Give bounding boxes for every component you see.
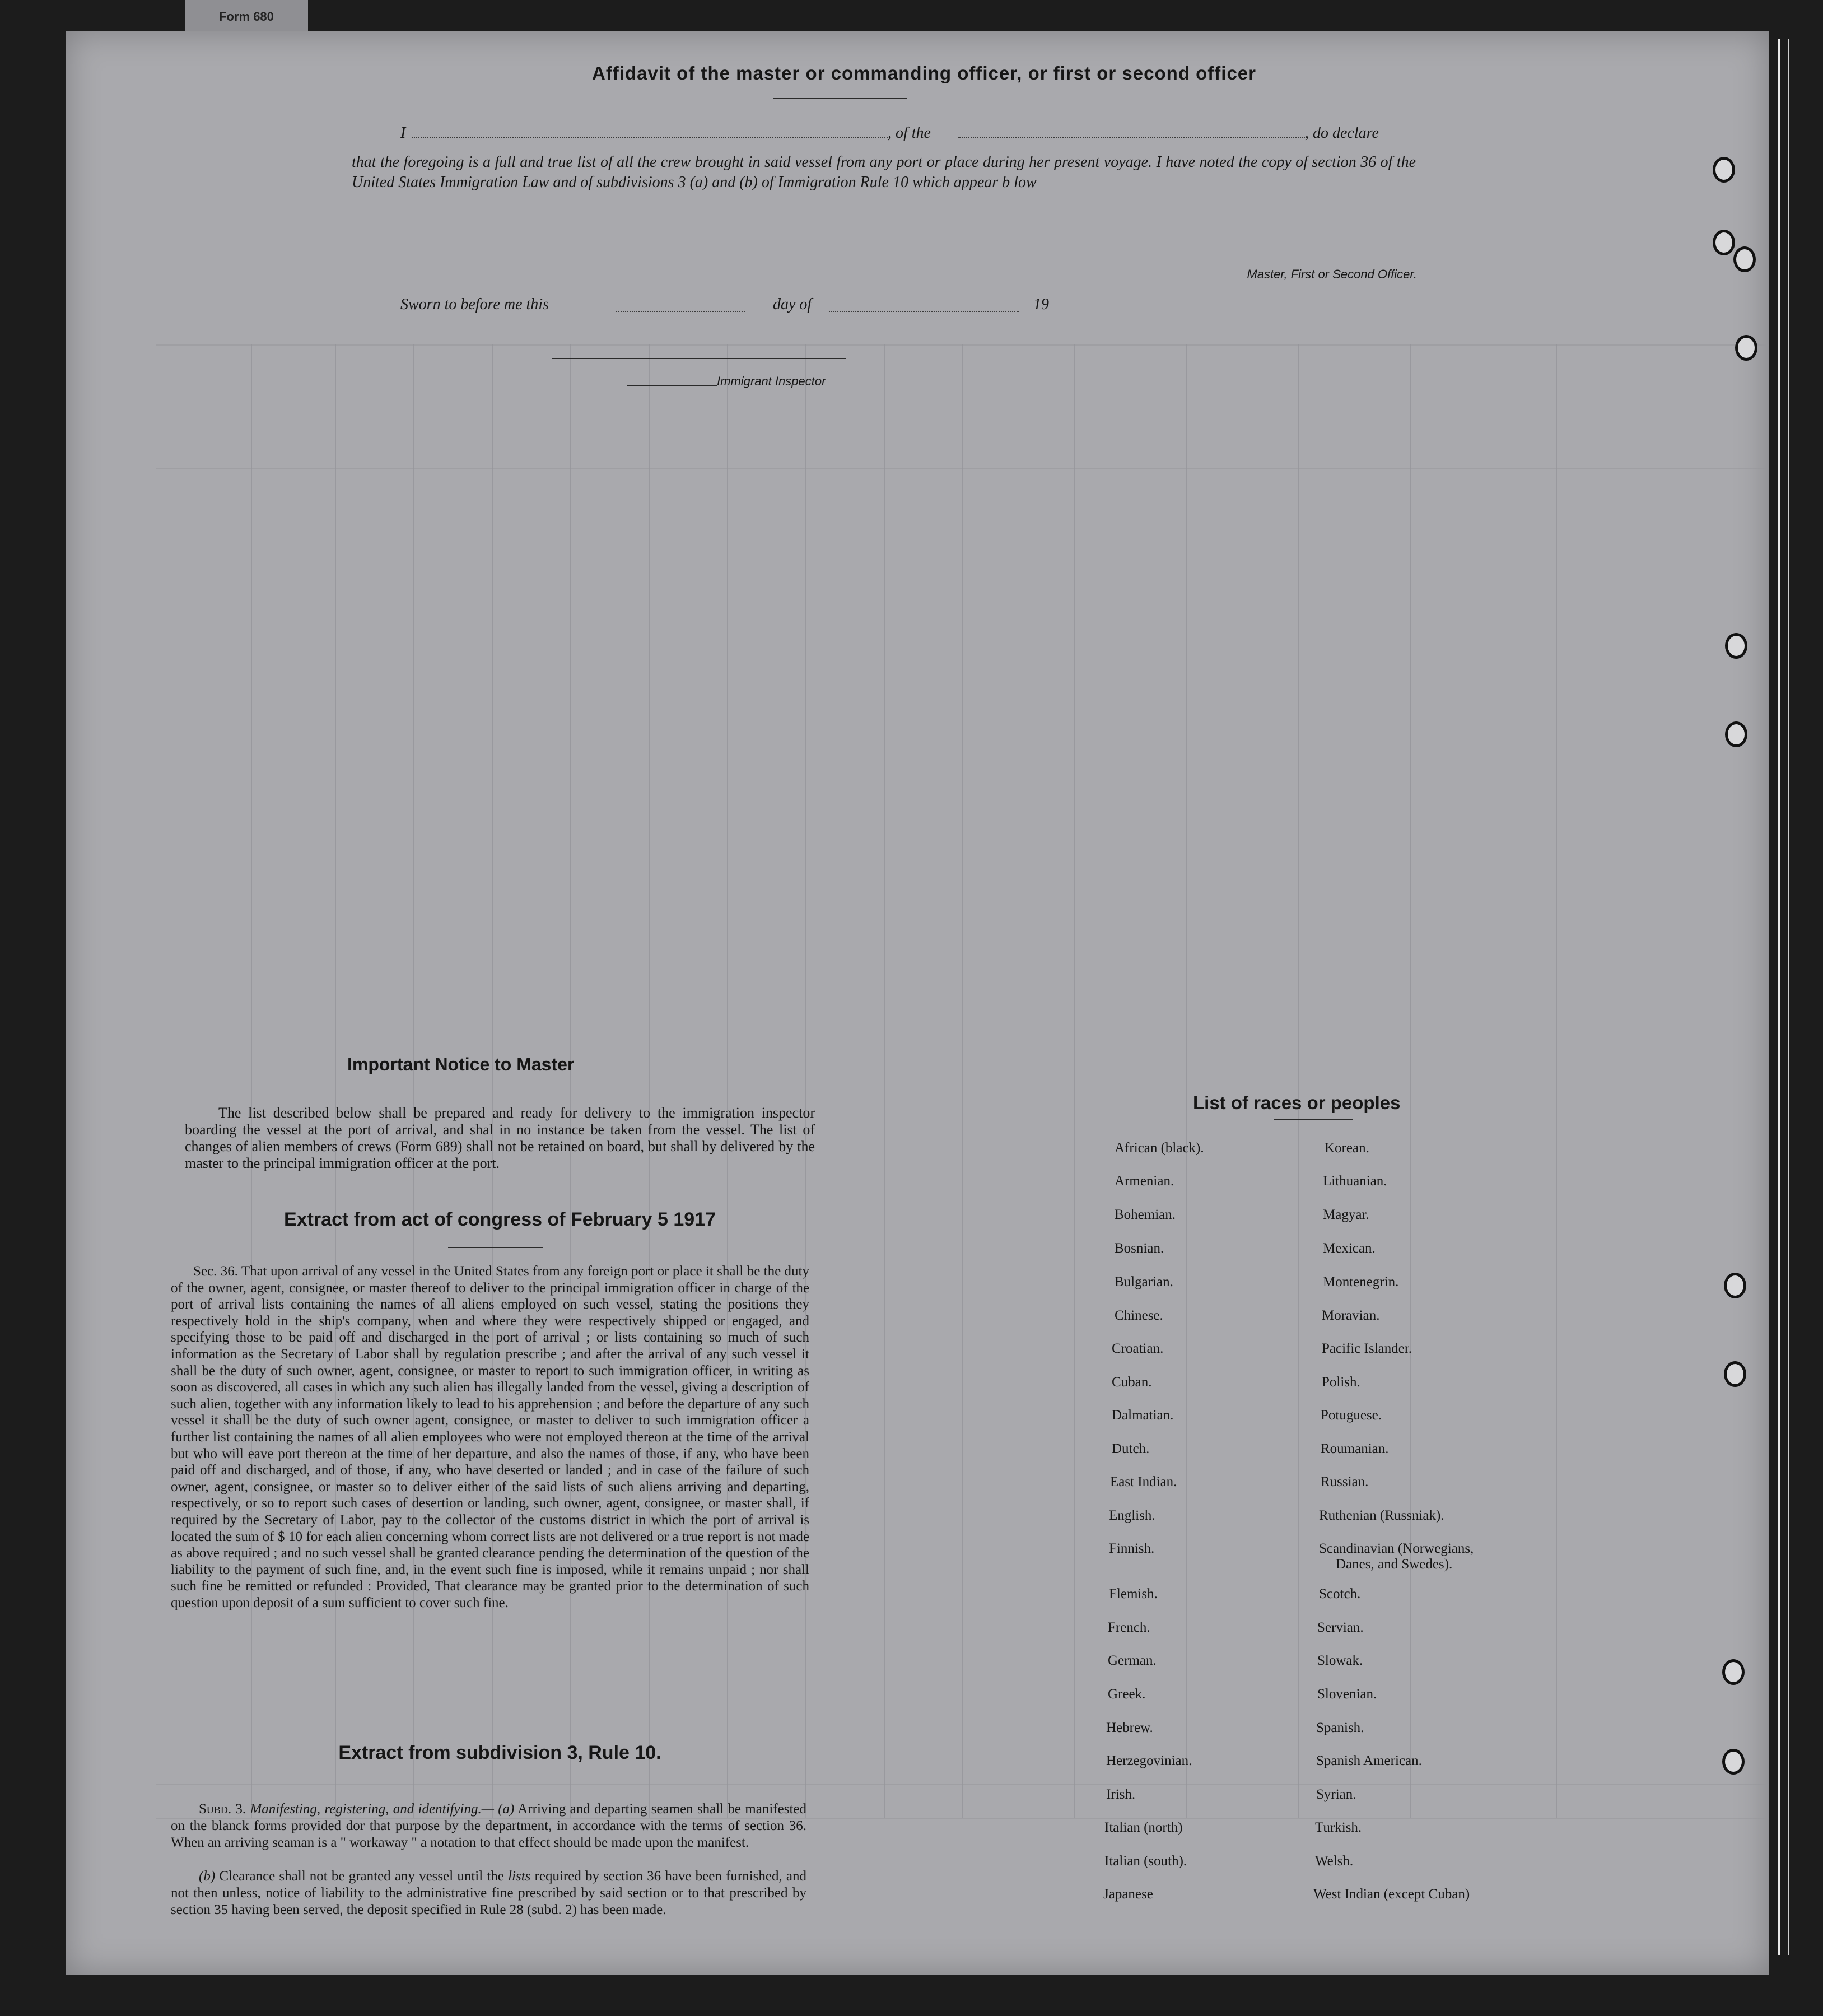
races-title-underline [1274, 1119, 1353, 1120]
paper-edge [1778, 39, 1780, 1955]
race-item: Bulgarian. [1115, 1274, 1173, 1289]
form-number-label: Form 680 [185, 0, 308, 31]
race-item: Moravian. [1322, 1308, 1380, 1323]
inspector-signature-line[interactable] [552, 358, 846, 359]
race-item: Italian (north) [1104, 1820, 1183, 1835]
race-item: Welsh. [1315, 1854, 1354, 1869]
subdivision-b [171, 1868, 806, 1919]
race-item: Armenian. [1115, 1174, 1174, 1189]
race-item: East Indian. [1110, 1474, 1177, 1489]
race-item: Flemish. [1109, 1586, 1158, 1601]
race-item: Magyar. [1323, 1207, 1369, 1222]
subd-a-heading: Manifesting, registering, and identifying.— (a) [250, 1801, 515, 1817]
subd-b-lead: (b) [199, 1869, 216, 1884]
act-extract-title: Extract from act of congress of February 5 1917 [284, 1209, 716, 1230]
race-item: Greek. [1108, 1687, 1146, 1702]
subd-b-lists: lists [508, 1869, 531, 1884]
rule-extract-title: Extract from subdivision 3, Rule 10. [338, 1742, 661, 1763]
race-item: Montenegrin. [1323, 1274, 1399, 1289]
race-item: Herzegovinian. [1106, 1753, 1192, 1768]
race-item: Irish. [1106, 1787, 1136, 1802]
race-item: Finnish. [1109, 1541, 1155, 1556]
binder-hole [1722, 1659, 1745, 1685]
subdivision-a [171, 1801, 806, 1851]
act-extract-body: Sec. 36. That upon arrival of any vessel in the United States from any foreign port or place it shall be the duty of the owner, agent, consignee, or master thereof to deliver to the principal immigration officer in charge of the port of arrival lists containing the names of all aliens employed on such vessel, stating the positions they respectively hold in the ship's company, when and where they were respectively shipped or engaged, and specifying those to be paid off and discharged in the port of arrival ; or lists containing so much of such information as the Secretary of Labor shall by regulation prescribe ; and after the arrival of any such vessel it shall be the duty of such owner, agent, consignee, or master to report to such immigration officer, in writing as soon as discovered, all cases in which any such alien has illegally landed from the vessel, giving a description of such alien, together with any information likely to lead to his apprehension ; and before the departure of any such vessel it shall be the duty of such owner agent, consignee, or master to deliver to such immigration officer a further list containing the names of all alien employees who were not employed thereon at the time of the arrival but who will eave port thereon at the time of her departure, and also the names of those, if any, who have been paid off and discharged, and of those, if any, who have deserted or landed ; and in case of the failure of such owner, agent, consignee, or master so to deliver either of the said lists of such aliens arriving and departing, respectively, or so to report such cases of desertion or landing, such owner, agent, consignee, or master shall, if required by the Secretary of Labor, pay to the collector of the customs district in which the port of arrival is located the sum of $ 10 for each alien concerning whom correct lists are not delivered or a true report is not made as above required ; and no such vessel shall be granted clearance pending the determination of the question of the liability to the payment of such fine, and, in the event such fine is imposed, while it remains unpaid ; nor shall such fine be remitted or refunded : Provided, That clearance may be granted prior to the determination of such question upon deposit of a sum sufficient to cover such fine. [171, 1264, 809, 1610]
officer-signature-label: Master, First or Second Officer. [1247, 267, 1417, 281]
binder-hole [1724, 1273, 1746, 1298]
races-title: List of races or peoples [1193, 1092, 1401, 1113]
binder-hole [1725, 633, 1747, 659]
race-item: Russian. [1321, 1474, 1369, 1489]
notice-body: The list described below shall be prepared and ready for delivery to the immigration inspector boarding the vessel at the port of arrival, and shal in no instance be taken from the vessel. The list of changes of alien members of crews (Form 689) shall not be retained on board, but shall by delivered by the master to the principal immigration officer at the port. [185, 1105, 815, 1171]
race-item: Bosnian. [1115, 1241, 1164, 1256]
vessel-name-field[interactable] [958, 137, 1305, 138]
race-item: Potuguese. [1321, 1408, 1382, 1423]
inspector-lead-line [627, 385, 717, 386]
subd-a-lead: Subd. 3. [199, 1801, 246, 1817]
race-item: Danes, and Swedes). [1336, 1557, 1453, 1572]
race-item: Cuban. [1112, 1375, 1152, 1390]
race-item: Turkish. [1315, 1820, 1362, 1835]
binder-hole [1722, 1749, 1745, 1775]
notice-title: Important Notice to Master [347, 1054, 575, 1074]
title-underline [773, 98, 907, 99]
race-item: English. [1109, 1508, 1155, 1523]
day-of-label: day of [773, 296, 812, 313]
race-item: Scotch. [1319, 1586, 1361, 1601]
year-prefix: 19 [1033, 296, 1049, 313]
do-declare-label: , do declare [1305, 124, 1379, 142]
subd-a-body: Arriving and departing seamen shall be manifested on the blanck forms provided dor that purpose by the department, in accordance with the terms of section 36. When an arriving seaman is a " workaway " a notation to that effect should be made upon the manifest. [171, 1801, 806, 1850]
sworn-label: Sworn to before me this [400, 296, 549, 313]
declare-prefix: I [400, 124, 406, 142]
race-item: Mexican. [1323, 1241, 1376, 1256]
binder-hole [1725, 721, 1747, 747]
binder-hole [1724, 1361, 1746, 1387]
race-item: West Indian (except Cuban) [1313, 1887, 1470, 1902]
act-title-underline [448, 1247, 543, 1248]
race-item: Japanese [1103, 1887, 1153, 1902]
race-item: Croatian. [1112, 1341, 1164, 1356]
binder-hole [1735, 335, 1757, 361]
sworn-day-field[interactable] [616, 311, 745, 312]
race-item: French. [1108, 1620, 1150, 1635]
binder-hole [1733, 246, 1756, 272]
subd-b-body-2: required by section 36 have been furnished, and not then unless, notice of liability to the administrative fine prescribed by said section or to that prescribed by section 35 having been served, the deposit specified in Rule 28 (subd. 2) has been made. [171, 1869, 806, 1917]
race-item: Dutch. [1112, 1441, 1150, 1456]
binder-hole [1713, 230, 1735, 255]
race-item: Roumanian. [1321, 1441, 1389, 1456]
sworn-month-field[interactable] [829, 311, 1019, 312]
race-item: Hebrew. [1106, 1720, 1153, 1735]
subd-b-body-1: Clearance shall not be granted any vessel until the [219, 1869, 504, 1884]
race-item: Syrian. [1316, 1787, 1356, 1802]
race-item: German. [1108, 1653, 1157, 1668]
of-the-label: , of the [888, 124, 931, 142]
declarant-name-field[interactable] [412, 137, 888, 138]
paper-edge [1788, 39, 1789, 1955]
race-item: Spanish American. [1316, 1753, 1422, 1768]
race-item: Spanish. [1316, 1720, 1364, 1735]
race-item: Slovenian. [1317, 1687, 1377, 1702]
affidavit-title: Affidavit of the master or commanding officer, or first or second officer [591, 63, 1256, 83]
race-item: Scandinavian (Norwegians, [1319, 1541, 1474, 1556]
affidavit-body: that the foregoing is a full and true list of all the crew brought in said vessel from any port or place during her present voyage. I have noted the copy of section 36 of the United States Immigration Law and of subdivisions 3 (a) and (b) of Immigration Rule 10 which appear b low [352, 153, 1416, 191]
race-item: Polish. [1322, 1375, 1360, 1390]
race-item: Slowak. [1317, 1653, 1363, 1668]
race-item: Dalmatian. [1112, 1408, 1174, 1423]
race-item: Italian (south). [1104, 1854, 1187, 1869]
race-item: Bohemian. [1115, 1207, 1176, 1222]
race-item: Pacific Islander. [1322, 1341, 1412, 1356]
race-item: Lithuanian. [1323, 1174, 1387, 1189]
race-item: African (black). [1115, 1140, 1204, 1156]
inspector-label: Immigrant Inspector [717, 374, 826, 388]
race-item: Korean. [1325, 1140, 1369, 1156]
binder-hole [1713, 157, 1735, 183]
form-sheet [66, 31, 1769, 1975]
race-item: Servian. [1317, 1620, 1364, 1635]
race-item: Chinese. [1115, 1308, 1163, 1323]
race-item: Ruthenian (Russniak). [1319, 1508, 1444, 1523]
